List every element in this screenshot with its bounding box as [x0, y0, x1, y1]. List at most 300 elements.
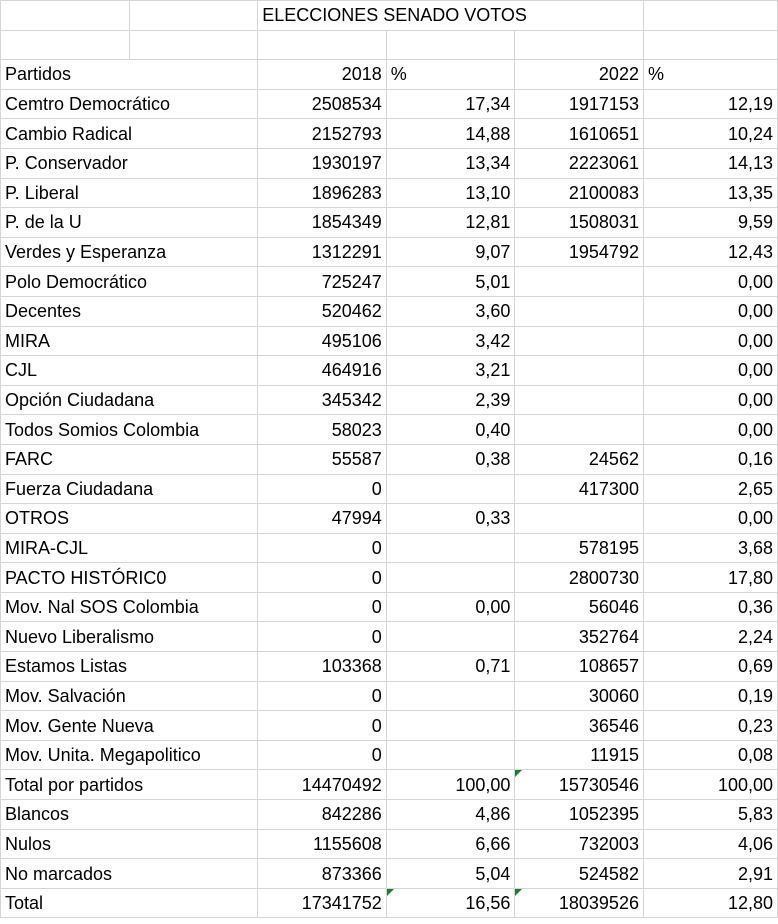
pct-2022-cell[interactable] [643, 592, 777, 622]
votes-2022-cell[interactable] [515, 533, 644, 563]
pct-2022-cell[interactable] [643, 89, 777, 119]
party-name-cell[interactable] [1, 415, 258, 445]
pct-2022-cell[interactable] [643, 888, 777, 918]
cell[interactable] [515, 30, 644, 60]
cell-text: 524582 [578, 863, 639, 884]
cell[interactable] [258, 30, 387, 60]
cell-text: 0,23 [737, 715, 773, 736]
table-row [1, 385, 778, 415]
pct-2022-cell[interactable] [643, 444, 777, 474]
cell[interactable] [1, 30, 130, 60]
votes-2018-cell[interactable] [258, 444, 387, 474]
sheet-title[interactable]: ELECCIONES SENADO VOTOS [258, 1, 644, 31]
pct-2018-cell[interactable] [386, 800, 515, 830]
cell-text: 1896283 [311, 182, 382, 203]
party-name-cell[interactable] [1, 859, 258, 889]
pct-2022-cell[interactable] [643, 119, 777, 149]
cell-text: 520462 [321, 301, 382, 322]
votes-2022-cell[interactable] [515, 563, 644, 593]
party-name-cell[interactable] [1, 592, 258, 622]
table-row [1, 296, 778, 326]
pct-2022-cell[interactable] [643, 800, 777, 830]
cell[interactable] [1, 1, 130, 31]
cell-text: 0,71 [475, 656, 511, 677]
votes-2018-cell[interactable] [258, 356, 387, 386]
error-indicator-icon [387, 889, 394, 896]
pct-2022-cell[interactable] [643, 652, 777, 682]
pct-2022-cell[interactable] [643, 504, 777, 534]
cell-text: 3,60 [475, 301, 511, 322]
table-row [1, 533, 778, 563]
cell-text: 103368 [321, 656, 382, 677]
pct-2018-cell[interactable] [386, 178, 515, 208]
pct-2018-cell[interactable] [386, 829, 515, 859]
header-year-2022[interactable]: 2022 [515, 60, 644, 90]
cell-text: 24562 [588, 449, 639, 470]
pct-2018-cell[interactable] [386, 592, 515, 622]
cell-text: 17,34 [465, 94, 511, 115]
pct-2022-cell[interactable] [643, 622, 777, 652]
votes-2022-cell[interactable] [515, 859, 644, 889]
cell-text: 56046 [588, 597, 639, 618]
cell-text: 0,38 [475, 449, 511, 470]
votes-2018-cell[interactable] [258, 563, 387, 593]
error-indicator-icon [515, 889, 522, 896]
cell-text: 36546 [588, 715, 639, 736]
cell-text: 108657 [578, 656, 639, 677]
votes-2022-cell[interactable] [515, 326, 644, 356]
table-row [1, 89, 778, 119]
cell-text: Verdes y Esperanza [5, 242, 167, 263]
table-row [1, 563, 778, 593]
votes-2018-cell[interactable] [258, 829, 387, 859]
pct-2018-cell[interactable] [386, 474, 515, 504]
cell-text: 2,91 [737, 863, 773, 884]
cell-text: 17,80 [727, 567, 773, 588]
cell-text: 0 [371, 685, 382, 706]
table-row [1, 740, 778, 770]
votes-2018-cell[interactable] [258, 681, 387, 711]
cell-text: 1954792 [568, 242, 639, 263]
cell-text: 725247 [321, 271, 382, 292]
votes-2022-cell[interactable] [515, 444, 644, 474]
party-name-cell[interactable] [1, 770, 258, 800]
votes-2022-cell[interactable] [515, 119, 644, 149]
cell-text: 6,66 [475, 833, 511, 854]
pct-2022-cell[interactable] [643, 208, 777, 238]
table-row [1, 800, 778, 830]
cell-text: 0,00 [475, 597, 511, 618]
cell-text: 2,65 [737, 478, 773, 499]
party-name-cell[interactable] [1, 444, 258, 474]
votes-2022-cell[interactable] [515, 711, 644, 741]
party-name-cell[interactable] [1, 533, 258, 563]
pct-2022-cell[interactable] [643, 267, 777, 297]
votes-2022-cell[interactable] [515, 237, 644, 267]
pct-2018-cell[interactable] [386, 89, 515, 119]
cell-text: 4,06 [737, 833, 773, 854]
pct-2018-cell[interactable] [386, 770, 515, 800]
cell-text: P. de la U [5, 212, 82, 233]
cell-text: Cambio Radical [5, 123, 133, 144]
votes-2022-cell[interactable] [515, 415, 644, 445]
pct-2018-cell[interactable] [386, 208, 515, 238]
party-name-cell[interactable] [1, 208, 258, 238]
pct-2022-cell[interactable] [643, 563, 777, 593]
cell-text: 9,59 [737, 212, 773, 233]
cell-text: 495106 [321, 330, 382, 351]
votes-2018-cell[interactable] [258, 119, 387, 149]
party-name-cell[interactable] [1, 474, 258, 504]
cell-text: 0,00 [737, 330, 773, 351]
cell-text: 3,21 [475, 360, 511, 381]
cell-text: 464916 [321, 360, 382, 381]
pct-2022-cell[interactable] [643, 385, 777, 415]
cell-text: MIRA [5, 330, 50, 351]
votes-2022-cell[interactable] [515, 385, 644, 415]
header-pct-2018[interactable]: % [386, 60, 515, 90]
cell-text: 13,34 [465, 153, 511, 174]
cell-text: 0,00 [737, 360, 773, 381]
votes-2022-cell[interactable] [515, 592, 644, 622]
votes-2018-cell[interactable] [258, 296, 387, 326]
votes-2018-cell[interactable] [258, 267, 387, 297]
pct-2018-cell[interactable] [386, 740, 515, 770]
cell-text: Fuerza Ciudadana [5, 478, 154, 499]
votes-2018-cell[interactable] [258, 711, 387, 741]
votes-2018-cell[interactable] [258, 178, 387, 208]
pct-2018-cell[interactable] [386, 119, 515, 149]
party-name-cell[interactable] [1, 148, 258, 178]
votes-2018-cell[interactable] [258, 622, 387, 652]
cell-text: 5,83 [737, 804, 773, 825]
cell-text: PACTO HISTÓRIC0 [5, 567, 167, 588]
votes-2018-cell[interactable] [258, 533, 387, 563]
table-row [1, 711, 778, 741]
cell-text: 3,42 [475, 330, 511, 351]
pct-2022-cell[interactable] [643, 859, 777, 889]
party-name-cell[interactable] [1, 267, 258, 297]
cell-text: 12,19 [727, 94, 773, 115]
cell-text: P. Liberal [5, 182, 79, 203]
cell[interactable] [386, 30, 515, 60]
votes-2018-cell[interactable] [258, 415, 387, 445]
party-name-cell[interactable] [1, 326, 258, 356]
cell-text: 0,00 [737, 301, 773, 322]
cell-text: 12,43 [727, 242, 773, 263]
table-row [1, 326, 778, 356]
cell-text: 0 [371, 478, 382, 499]
votes-2022-cell[interactable] [515, 356, 644, 386]
cell-text: 13,10 [465, 182, 511, 203]
pct-2018-cell[interactable] [386, 237, 515, 267]
votes-2022-cell[interactable] [515, 267, 644, 297]
cell-text: Nulos [5, 833, 52, 854]
cell-text: 12,81 [465, 212, 511, 233]
header-pct-2022[interactable]: % [643, 60, 777, 90]
cell-text: 30060 [588, 685, 639, 706]
cell-text: 5,01 [475, 271, 511, 292]
pct-2018-cell[interactable] [386, 888, 515, 918]
votes-2022-cell[interactable] [515, 740, 644, 770]
votes-2022-cell[interactable] [515, 148, 644, 178]
votes-2022-cell[interactable] [515, 800, 644, 830]
votes-2018-cell[interactable] [258, 652, 387, 682]
cell-text: 0,16 [737, 449, 773, 470]
votes-2022-cell[interactable] [515, 829, 644, 859]
cell-text: 58023 [331, 419, 382, 440]
cell-text: 2100083 [568, 182, 639, 203]
pct-2018-cell[interactable] [386, 711, 515, 741]
cell[interactable] [643, 1, 777, 31]
party-name-cell[interactable] [1, 829, 258, 859]
cell-text: 732003 [578, 833, 639, 854]
pct-2018-cell[interactable] [386, 267, 515, 297]
cell-text: 0 [371, 626, 382, 647]
cell-text: Todos Somios Colombia [5, 419, 200, 440]
cell-text: 1155608 [313, 833, 382, 854]
table-row [1, 504, 778, 534]
party-name-cell[interactable] [1, 356, 258, 386]
cell-text: Total por partidos [5, 774, 144, 795]
cell-text: 2152793 [311, 123, 382, 144]
pct-2018-cell[interactable] [386, 356, 515, 386]
pct-2022-cell[interactable] [643, 711, 777, 741]
votes-2018-cell[interactable] [258, 888, 387, 918]
table-row [1, 859, 778, 889]
table-row [1, 208, 778, 238]
cell-text: 0,00 [737, 419, 773, 440]
cell-text: Cemtro Democrático [5, 94, 171, 115]
votes-2018-cell[interactable] [258, 237, 387, 267]
cell-text: 2508534 [311, 94, 382, 115]
cell-text: 5,04 [475, 863, 511, 884]
pct-2022-cell[interactable] [643, 148, 777, 178]
cell-text: Mov. Nal SOS Colombia [5, 597, 199, 618]
cell-text: 15730546 [558, 774, 639, 795]
cell-text: Estamos Listas [5, 656, 128, 677]
party-name-cell[interactable] [1, 652, 258, 682]
pct-2018-cell[interactable] [386, 415, 515, 445]
cell-text: Total [5, 893, 44, 914]
cell-text: Polo Democrático [5, 271, 148, 292]
table-row [1, 148, 778, 178]
votes-2022-cell[interactable] [515, 888, 644, 918]
cell-text: 873366 [321, 863, 382, 884]
votes-2022-cell[interactable] [515, 681, 644, 711]
pct-2022-cell[interactable] [643, 533, 777, 563]
cell-text: 13,35 [727, 182, 773, 203]
cell-text: 1312291 [311, 242, 382, 263]
cell-text: 11915 [590, 745, 639, 766]
pct-2018-cell[interactable] [386, 652, 515, 682]
cell-text: 100,00 [717, 774, 773, 795]
pct-2022-cell[interactable] [643, 326, 777, 356]
cell-text: 2800730 [568, 567, 639, 588]
party-name-cell[interactable] [1, 119, 258, 149]
votes-2018-cell[interactable] [258, 800, 387, 830]
table-row [1, 119, 778, 149]
cell[interactable] [643, 30, 777, 60]
cell-text: 0 [371, 537, 382, 558]
cell-text: 1854349 [311, 212, 382, 233]
table-row [1, 444, 778, 474]
votes-2018-cell[interactable] [258, 592, 387, 622]
cell-text: 842286 [321, 804, 382, 825]
cell-text: 47994 [331, 508, 382, 529]
cell-text: Mov. Gente Nueva [5, 715, 154, 736]
party-name-cell[interactable] [1, 178, 258, 208]
cell-text: 0,40 [475, 419, 511, 440]
cell-text: Opción Ciudadana [5, 390, 155, 411]
cell[interactable] [129, 1, 258, 31]
party-name-cell[interactable] [1, 385, 258, 415]
pct-2022-cell[interactable] [643, 681, 777, 711]
cell-text: 1052395 [568, 804, 639, 825]
votes-2018-cell[interactable] [258, 148, 387, 178]
table-row [1, 888, 778, 918]
cell-text: 0,19 [737, 685, 773, 706]
pct-2018-cell[interactable] [386, 504, 515, 534]
votes-2022-cell[interactable] [515, 770, 644, 800]
pct-2018-cell[interactable] [386, 859, 515, 889]
votes-2022-cell[interactable] [515, 296, 644, 326]
cell-text: OTROS [5, 508, 70, 529]
party-name-cell[interactable] [1, 563, 258, 593]
votes-2022-cell[interactable] [515, 474, 644, 504]
pct-2022-cell[interactable] [643, 356, 777, 386]
cell-text: 14,88 [465, 123, 511, 144]
votes-2022-cell[interactable] [515, 178, 644, 208]
votes-2018-cell[interactable] [258, 474, 387, 504]
party-name-cell[interactable] [1, 681, 258, 711]
cell-text: 9,07 [475, 242, 511, 263]
cell-text: Mov. Salvación [5, 685, 126, 706]
votes-2018-cell[interactable] [258, 208, 387, 238]
pct-2018-cell[interactable] [386, 563, 515, 593]
cell-text: 0,00 [737, 271, 773, 292]
pct-2022-cell[interactable] [643, 740, 777, 770]
table-row [1, 829, 778, 859]
cell-text: 0,69 [737, 656, 773, 677]
pct-2022-cell[interactable] [643, 296, 777, 326]
pct-2018-cell[interactable] [386, 296, 515, 326]
table-row [1, 237, 778, 267]
pct-2022-cell[interactable] [643, 178, 777, 208]
pct-2022-cell[interactable] [643, 415, 777, 445]
votes-2022-cell[interactable] [515, 504, 644, 534]
votes-2022-cell[interactable] [515, 89, 644, 119]
votes-2022-cell[interactable] [515, 622, 644, 652]
cell-text: 578195 [578, 537, 639, 558]
pct-2022-cell[interactable] [643, 474, 777, 504]
cell-text: 3,68 [737, 537, 773, 558]
header-year-2018[interactable]: 2018 [258, 60, 387, 90]
cell-text: Decentes [5, 301, 82, 322]
cell-text: 0 [371, 597, 382, 618]
title-row [1, 1, 778, 31]
pct-2018-cell[interactable] [386, 681, 515, 711]
cell-text: 4,86 [475, 804, 511, 825]
party-name-cell[interactable] [1, 800, 258, 830]
cell-text: 1508031 [568, 212, 639, 233]
cell-text: 0 [371, 567, 382, 588]
cell-text: 10,24 [727, 123, 773, 144]
votes-2022-cell[interactable] [515, 652, 644, 682]
header-partidos[interactable]: Partidos [1, 60, 258, 90]
votes-2018-cell[interactable] [258, 770, 387, 800]
table-row [1, 652, 778, 682]
party-name-cell[interactable] [1, 296, 258, 326]
cell-text: 0,00 [737, 390, 773, 411]
pct-2022-cell[interactable] [643, 829, 777, 859]
cell-text: Nuevo Liberalismo [5, 626, 155, 647]
pct-2022-cell[interactable] [643, 770, 777, 800]
pct-2018-cell[interactable] [386, 326, 515, 356]
pct-2018-cell[interactable] [386, 533, 515, 563]
cell-text: No marcados [5, 863, 113, 884]
votes-2018-cell[interactable] [258, 89, 387, 119]
pct-2018-cell[interactable] [386, 622, 515, 652]
blank-row [1, 30, 778, 60]
votes-2018-cell[interactable] [258, 326, 387, 356]
error-indicator-icon [515, 770, 522, 777]
cell-text: 2,24 [737, 626, 773, 647]
header-row [1, 60, 778, 90]
table-row [1, 267, 778, 297]
cell-text: Mov. Unita. Megapolitico [5, 745, 201, 766]
cell-text: 1610651 [568, 123, 639, 144]
party-name-cell[interactable] [1, 888, 258, 918]
party-name-cell[interactable] [1, 504, 258, 534]
cell-text: 16,56 [465, 893, 511, 914]
cell-text: 55587 [331, 449, 382, 470]
cell-text: 18039526 [558, 893, 639, 914]
cell-text: 12,80 [727, 893, 773, 914]
pct-2018-cell[interactable] [386, 444, 515, 474]
cell-text: 17341752 [301, 893, 382, 914]
cell-text: 1930197 [311, 153, 382, 174]
pct-2022-cell[interactable] [643, 237, 777, 267]
cell-text: P. Conservador [5, 153, 128, 174]
cell-text: 345342 [321, 390, 382, 411]
party-name-cell[interactable] [1, 740, 258, 770]
party-name-cell[interactable] [1, 711, 258, 741]
cell-text: 0,36 [737, 597, 773, 618]
cell-text: 1917153 [568, 94, 639, 115]
party-name-cell[interactable] [1, 89, 258, 119]
votes-2018-cell[interactable] [258, 859, 387, 889]
cell-text: 2,39 [475, 390, 511, 411]
pct-2018-cell[interactable] [386, 148, 515, 178]
votes-2018-cell[interactable] [258, 504, 387, 534]
cell-text: 0,33 [475, 508, 511, 529]
party-name-cell[interactable] [1, 237, 258, 267]
cell-text: 352764 [578, 626, 639, 647]
cell-text: 0 [371, 715, 382, 736]
cell[interactable] [129, 30, 258, 60]
votes-2022-cell[interactable] [515, 208, 644, 238]
cell-text: 0,08 [737, 745, 773, 766]
votes-2018-cell[interactable] [258, 385, 387, 415]
table-row [1, 356, 778, 386]
pct-2018-cell[interactable] [386, 385, 515, 415]
cell-text: 417300 [578, 478, 639, 499]
cell-text: 14,13 [727, 153, 773, 174]
cell-text: Blancos [5, 804, 70, 825]
party-name-cell[interactable] [1, 622, 258, 652]
votes-2018-cell[interactable] [258, 740, 387, 770]
